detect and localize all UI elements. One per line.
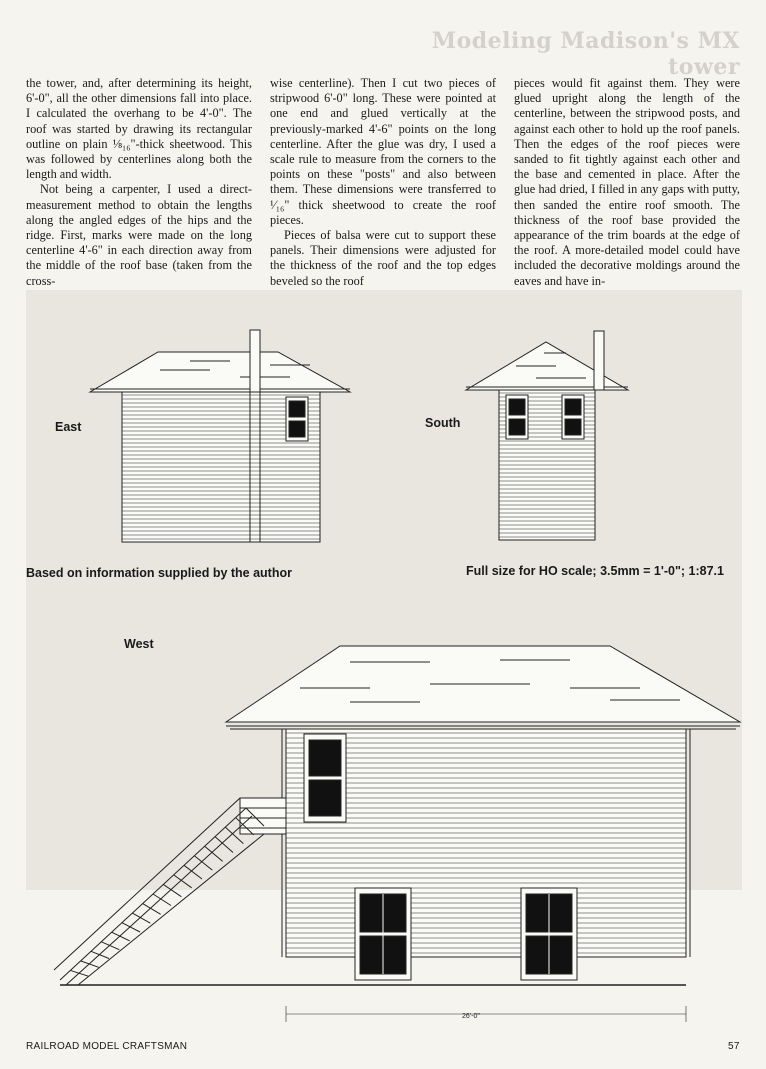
article-column-1 bbox=[26, 76, 252, 289]
south-elevation-drawing bbox=[466, 328, 631, 563]
paragraph: the tower, and, after determining its height, 6'-0", all the other dimensions fall into place. I calculated the overhang to be 4'-0". The roof was started by drawing its rectangular outline on plain ⅛₁₆"-thick sheetwood. This was followed by centerlines along both the length and width. bbox=[26, 76, 252, 182]
paragraph: Pieces of balsa were cut to support these panels. Their dimensions were adjusted for the thickness of the roof and the top edges beveled so the roof bbox=[270, 228, 496, 288]
east-elevation-drawing bbox=[90, 325, 352, 565]
article-column-2 bbox=[270, 76, 496, 289]
footer-page-number: 57 bbox=[728, 1041, 740, 1052]
dimension-label: 26'-0" bbox=[462, 1013, 480, 1020]
west-elevation-drawing bbox=[50, 640, 740, 1030]
south-label: South bbox=[425, 416, 461, 430]
paragraph: wise centerline). Then I cut two pieces of stripwood 6'-0" long. These were pointed at one end and glued vertically at the previously-marked 4'-6" points on the long centerline. After the glue was dry, I used a scale rule to measure from the corners to the points on these "posts" and also between them. These dimensions were transferred to ¹⁄₁₆" thick sheetwood to create the roof pieces. bbox=[270, 76, 496, 227]
scale-note: Full size for HO scale; 3.5mm = 1'-0"; 1:87.1 bbox=[466, 564, 724, 578]
paragraph: Not being a carpenter, I used a direct-measurement method to obtain the lengths along the angled edges of the hips and the ridge. First, marks were made on the long centerline 4'-6" in each direction away from the middle of the roof base (taken from the cross- bbox=[26, 182, 252, 288]
page-header-title: Modeling Madison's MX tower bbox=[431, 28, 740, 80]
west-label: West bbox=[124, 637, 154, 651]
footer-magazine-name: RAILROAD MODEL CRAFTSMAN bbox=[26, 1041, 188, 1052]
article-columns bbox=[26, 76, 740, 289]
credit-line: Based on information supplied by the author bbox=[26, 566, 292, 580]
article-column-3 bbox=[514, 76, 740, 289]
paragraph: pieces would fit against them. They were glued upright along the length of the centerline, between the stripwood posts, and against each other to hold up the roof panels. Then the edges of the roof pieces were sanded to fit tightly against each other and the base and cemented in place. After the glue had dried, I filled in any gaps with putty, then sanded the entire roof smooth. The thickness of the roof base provided the appearance of the trim boards at the edge of the roof. A more-detailed model could have included the decorative moldings around the eaves and have in- bbox=[514, 76, 740, 288]
east-label: East bbox=[55, 420, 82, 434]
